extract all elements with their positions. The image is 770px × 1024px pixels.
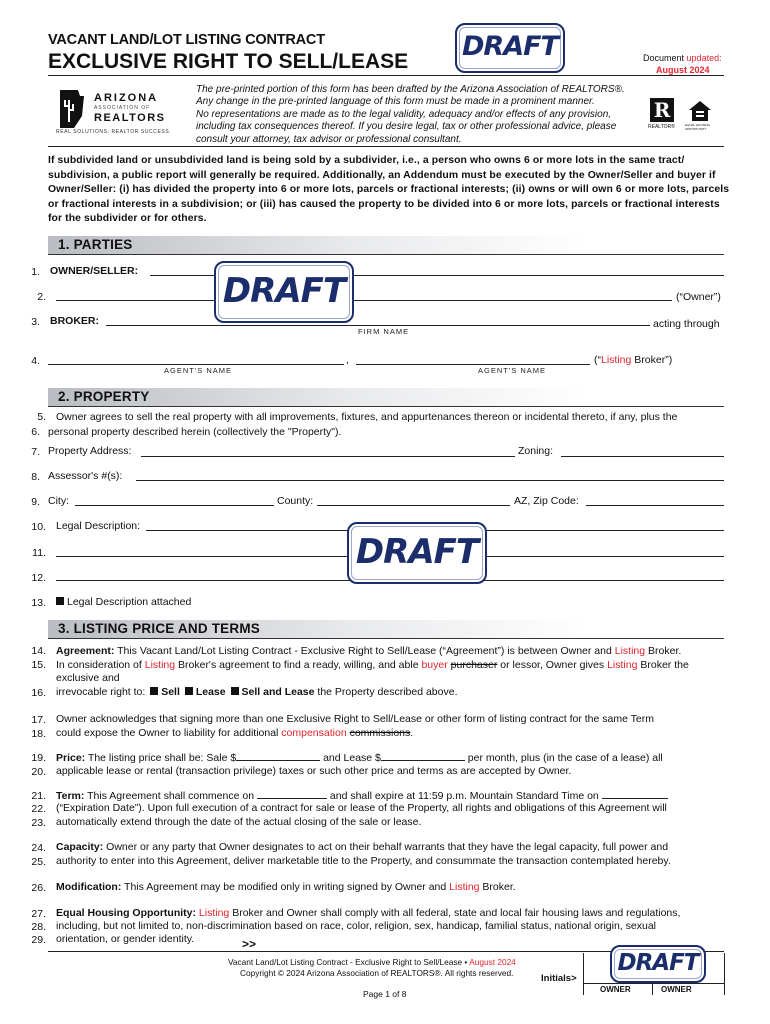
line-number: 27. xyxy=(31,908,46,920)
disclaimer-line: consult your attorney, tax advisor or professional consultant. xyxy=(196,133,462,145)
line-number: 1. xyxy=(31,266,40,278)
line-number: 7. xyxy=(31,446,40,458)
logo-realtors: REALTORS xyxy=(94,112,166,124)
logo-arizona: ARIZONA xyxy=(94,92,159,104)
draft-stamp-header: DRAFT xyxy=(455,23,565,73)
line-number: 17. xyxy=(31,714,46,726)
line-number: 26. xyxy=(31,882,46,894)
realtor-mark-label: REALTOR® xyxy=(648,124,675,130)
arizona-realtors-logo xyxy=(56,84,176,140)
intro-notice xyxy=(48,154,729,227)
legal-description-label: Legal Description: xyxy=(56,520,141,532)
terms-line-14: Agreement: This Vacant Land/Lot Listing Contract - Exclusive Right to Sell/Lease (“Agreement”) is between Owner and Listing Broker. xyxy=(56,645,682,657)
intro-line: If subdivided land or unsubdivided land is being sold by a subdivider, i.e., a person who owns 6 or more lots in the same tract/ xyxy=(48,155,685,166)
line-number: 14. xyxy=(31,645,46,657)
line-number: 18. xyxy=(31,728,46,740)
draft-stamp: DRAFT xyxy=(214,261,354,323)
city-label: City: xyxy=(48,495,69,507)
terms-line-29: orientation, or gender identity. xyxy=(56,933,195,945)
line-number: 9. xyxy=(31,496,40,508)
logo-association: ASSOCIATION OF xyxy=(94,105,151,111)
equal-housing-icon xyxy=(688,100,712,122)
acting-through: acting through xyxy=(653,318,720,330)
intro-line: or fractional interests in a subdivision; or (iii) has caused the property to be divided into 6 or more lots, parcels or fractional interests xyxy=(48,198,720,210)
property-address-label: Property Address: xyxy=(48,445,132,457)
intro-line: Owner/Seller: (i) has divided the property into 6 or more lots, parcels or fractional interests; (ii) owns or will own 6 or more lots, parcels xyxy=(48,184,730,196)
line-number: 11. xyxy=(32,547,46,559)
legal-attached-label: Legal Description attached xyxy=(67,596,192,608)
sale-price-input[interactable] xyxy=(236,750,320,761)
continue-arrows: >> xyxy=(242,937,257,951)
owner-initials-1[interactable]: OWNER xyxy=(600,985,631,994)
line-number: 23. xyxy=(31,817,46,829)
agent-name-caption-1: AGENT'S NAME xyxy=(164,366,233,375)
firm-name-caption: FIRM NAME xyxy=(358,327,410,336)
agent-name-input-1[interactable] xyxy=(48,364,344,365)
disclaimer-line: Any change in the pre-printed language of this form must be made in a prominent manner. xyxy=(196,96,595,108)
section-title: 2. PROPERTY xyxy=(58,389,150,404)
terms-line-18: could expose the Owner to liability for additional compensation commissions. xyxy=(56,727,414,739)
line-number: 20. xyxy=(31,766,46,778)
arizona-state-icon xyxy=(58,86,86,130)
property-line-5: Owner agrees to sell the real property with all improvements, fixtures, and appurtenances thereon or incidental thereto, if any, plus the xyxy=(56,411,678,423)
header-rule xyxy=(48,75,724,76)
terms-line-27: Equal Housing Opportunity: Listing Broker and Owner shall comply with all federal, state and local fair housing laws and regulations, xyxy=(56,907,681,919)
initials-divider xyxy=(652,983,653,995)
terms-line-16: irrevocable right to: Sell Lease Sell and Lease the Property described above. xyxy=(56,686,458,698)
disclaimer-line: including tax consequences thereof. If you desire legal, tax or other professional advice, please xyxy=(196,121,617,133)
line-number: 3. xyxy=(31,316,40,328)
intro-line: subdivision, a public report will generally be required. Additionally, an Addendum must be executed by the Owner/Seller and buyer if xyxy=(48,169,716,181)
intro-line: for the subdivider or for others. xyxy=(48,213,207,225)
line-number: 28. xyxy=(31,921,46,933)
line-number: 22. xyxy=(31,803,46,815)
section-title: 3. LISTING PRICE AND TERMS xyxy=(58,621,260,636)
disclaimer-line: No representations are made as to the legal validity, adequacy and/or effects of any provision, xyxy=(196,108,612,120)
form-title-line1: VACANT LAND/LOT LISTING CONTRACT xyxy=(48,32,325,48)
lease-price-input[interactable] xyxy=(381,750,465,761)
disclaimer-line: The pre-printed portion of this form has been drafted by the Arizona Association of REALTORS®. xyxy=(196,84,625,95)
broker-label: BROKER: xyxy=(50,315,99,327)
line-number: 13. xyxy=(31,597,46,609)
realtor-r-icon: R xyxy=(650,98,674,122)
footer-copyright: Copyright © 2024 Arizona Association of REALTORS®. All rights reserved. xyxy=(240,968,514,978)
owner-initials-2[interactable]: OWNER xyxy=(661,985,692,994)
line-number: 5. xyxy=(37,411,46,423)
az-zip-label: AZ, Zip Code: xyxy=(514,495,579,507)
initials-label: Initials> xyxy=(541,973,577,984)
owner-quote: (“Owner”) xyxy=(676,291,721,303)
county-label: County: xyxy=(277,495,314,507)
terms-line-15b: exclusive and xyxy=(56,672,120,684)
line-number: 2. xyxy=(37,291,46,303)
footer-line-1: Vacant Land/Lot Listing Contract - Exclusive Right to Sell/Lease • August 2024 xyxy=(228,957,516,967)
form-title-line2: EXCLUSIVE RIGHT TO SELL/LEASE xyxy=(48,50,409,73)
terms-line-26: Modification: This Agreement may be modified only in writing signed by Owner and Listing Broker. xyxy=(56,881,516,893)
zoning-label: Zoning: xyxy=(518,445,554,457)
terms-line-24: Capacity: Owner or any party that Owner designates to act on their behalf warrants that they have the legal capacity, full power and xyxy=(56,841,669,853)
logo-tagline: REAL SOLUTIONS. REALTOR SUCCESS. xyxy=(56,129,172,135)
terms-line-25: authority to enter into this Agreement, deliver marketable title to the Property, and consummate the transaction contemplated hereby. xyxy=(56,855,671,867)
owner-seller-label: OWNER/SELLER: xyxy=(50,265,139,277)
sell-and-lease-checkbox[interactable] xyxy=(231,687,239,695)
county-input[interactable] xyxy=(317,505,510,506)
initials-base xyxy=(583,983,724,984)
section-header-price-terms xyxy=(48,620,724,639)
expiration-date-input[interactable] xyxy=(602,788,668,799)
terms-line-20: applicable lease or rental (transaction privilege) taxes or such other price and terms as are accepted by Owner. xyxy=(56,765,572,777)
line-number: 24. xyxy=(31,842,46,854)
document-updated: Document updated: xyxy=(643,53,722,63)
footer-page-number: Page 1 of 8 xyxy=(363,989,407,999)
line-number: 15. xyxy=(31,659,46,671)
eho-label: EQUAL HOUSING OPPORTUNITY xyxy=(685,123,710,131)
line-number: 10. xyxy=(31,521,46,533)
assessor-input[interactable] xyxy=(136,480,724,481)
lease-checkbox[interactable] xyxy=(185,687,193,695)
agent-comma: , xyxy=(346,354,349,366)
broker-firm-input[interactable] xyxy=(106,325,650,326)
agent-name-caption-2: AGENT'S NAME xyxy=(478,366,547,375)
line-number: 6. xyxy=(31,426,40,438)
listing-broker-label: (“Listing Broker”) xyxy=(594,354,673,366)
legal-attached-row xyxy=(54,595,191,609)
assessor-label: Assessor's #(s): xyxy=(48,470,123,482)
property-address-input[interactable] xyxy=(141,456,515,457)
legal-attached-checkbox[interactable] xyxy=(56,597,64,605)
line-number: 25. xyxy=(31,856,46,868)
section-title: 1. PARTIES xyxy=(58,237,133,252)
property-line-6: personal property described herein (collectively the "Property"). xyxy=(48,426,342,438)
line-number: 16. xyxy=(31,687,46,699)
draft-stamp-footer: DRAFT xyxy=(610,945,706,983)
terms-line-21: Term: This Agreement shall commence on and shall expire at 11:59 p.m. Mountain Standard Time on xyxy=(56,788,668,803)
draft-stamp: DRAFT xyxy=(347,522,487,584)
section-header-parties xyxy=(48,236,724,255)
owner-seller-input-2[interactable] xyxy=(56,300,672,301)
line-number: 12. xyxy=(31,572,46,584)
zoning-input[interactable] xyxy=(561,456,724,457)
line-number: 8. xyxy=(31,471,40,483)
terms-line-19: Price: The listing price shall be: Sale $ and Lease $ per month, plus (in the case of a lease) all xyxy=(56,752,663,764)
city-input[interactable] xyxy=(75,505,274,506)
zip-input[interactable] xyxy=(586,505,724,506)
commence-date-input[interactable] xyxy=(257,788,327,799)
line-number: 29. xyxy=(31,934,46,946)
terms-line-17: Owner acknowledges that signing more than one Exclusive Right to Sell/Lease or other form of listing contract for the same Term xyxy=(56,713,655,725)
line-number: 19. xyxy=(31,752,46,764)
agent-name-input-2[interactable] xyxy=(356,364,590,365)
terms-line-15: In consideration of Listing Broker's agreement to find a ready, willing, and able buyer purchaser or lessor, Owner gives Listing Broker the xyxy=(56,659,689,671)
terms-line-23: automatically extend through the date of the actual closing of the sale or lease. xyxy=(56,816,422,828)
sell-checkbox[interactable] xyxy=(150,687,158,695)
line-number: 21. xyxy=(31,790,46,802)
header-rule-bottom xyxy=(48,146,724,147)
line-number: 4. xyxy=(31,355,40,367)
document-updated-date: August 2024 xyxy=(656,65,710,75)
section-header-property xyxy=(48,388,724,407)
disclaimer xyxy=(196,84,636,146)
terms-line-28: including, but not limited to, non-discrimination based on race, color, religion, sex, handicap, familial status, national origin, sexual xyxy=(56,920,656,932)
terms-line-22: (“Expiration Date”). Upon full execution of a contract for sale or lease of the Property, all rights and obligations of this Agreement will xyxy=(56,802,667,814)
